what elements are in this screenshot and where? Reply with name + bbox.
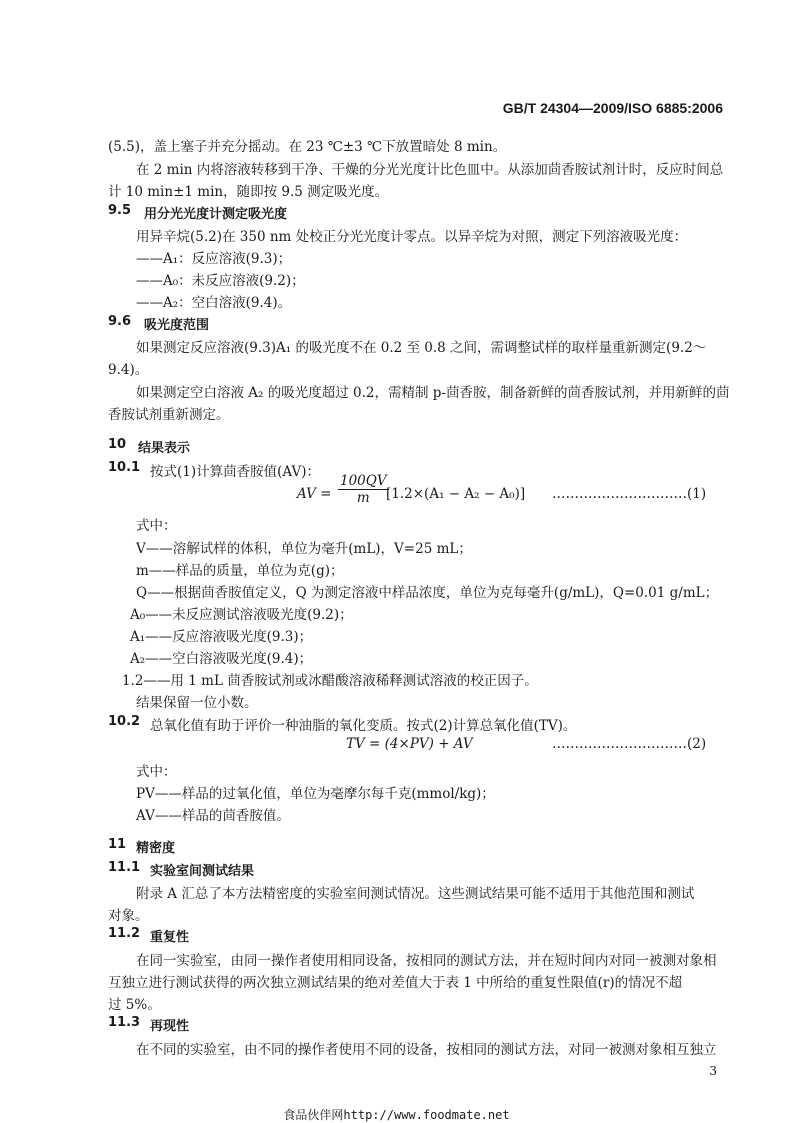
variable-definition: m——样品的质量，单位为克(g)； (136, 563, 344, 579)
text-line: 过 5%。 (108, 997, 161, 1013)
section-number: 9.5 (108, 203, 132, 218)
section-title: 用分光光度计测定吸光度 (144, 207, 288, 222)
list-item: ——A₀：未反应溶液(9.2)； (136, 273, 305, 289)
text-line: 式中： (136, 518, 177, 534)
text-line: 结果保留一位小数。 (136, 695, 258, 711)
section-title: 吸光度范围 (144, 318, 210, 333)
section-number: 10 (108, 437, 127, 452)
text-line: 如果测定空白溶液 A₂ 的吸光度超过 0.2，需精制 p-茴香胺，制备新鲜的茴香胺试剂，并用新鲜的茴 (136, 385, 730, 401)
page-number: 3 (709, 1064, 717, 1078)
section-title: 实验室间测试结果 (150, 864, 255, 879)
equation-fraction (338, 473, 389, 506)
variable-definition: 1.2——用 1 mL 茴香胺试剂或冰醋酸溶液稀释测试溶液的校正因子。 (122, 673, 538, 689)
text-line: (5.5)，盖上塞子并充分摇动。在 23 ℃±3 ℃下放置暗处 8 min。 (108, 139, 507, 155)
text-line: 在 2 min 内将溶液转移到干净、干燥的分光光度计比色皿中。从添加茴香胺试剂计时，反应时间总 (136, 162, 724, 178)
text-line: 9.4)。 (108, 362, 149, 378)
text-line: 按式(1)计算茴香胺值(AV)： (150, 464, 320, 480)
equation-number: …………………………(1) (552, 486, 707, 502)
footer-watermark: 食品伙伴网http://www.foodmate.net (283, 1108, 510, 1122)
equation-2: TV = (4×PV) + AV (346, 736, 473, 752)
text-line: 用异辛烷(5.2)在 350 nm 处校正分光光度计零点。以异辛烷为对照，测定下列溶液吸光度： (136, 229, 688, 245)
equation-rhs: [1.2×(A₁ − A₂ − A₀)] (386, 486, 526, 502)
equation-lhs: AV = (297, 486, 332, 502)
text-line: 如果测定反应溶液(9.3)A₁ 的吸光度不在 0.2 至 0.8 之间，需调整试样的取样量重新测定(9.2～ (136, 340, 707, 356)
section-number: 10.1 (108, 460, 141, 475)
variable-definition: Q——根据茴香胺值定义，Q 为测定溶液中样品浓度，单位为克每毫升(g/mL)，Q=0.01 g/mL； (136, 585, 719, 601)
standard-code-header: GB/T 24304—2009/ISO 6885:2006 (502, 100, 723, 116)
variable-definition: PV——样品的过氧化值，单位为毫摩尔每千克(mmol/kg)； (136, 786, 495, 802)
text-line: 附录 A 汇总了本方法精密度的实验室间测试情况。这些测试结果可能不适用于其他范围和测试 (136, 886, 695, 902)
fraction-numerator: 100QV (340, 473, 387, 489)
text-line: 在同一实验室，由同一操作者使用相同设备，按相同的测试方法，并在短时间内对同一被测对象相 (136, 953, 717, 969)
section-number: 10.2 (108, 714, 141, 729)
variable-definition: A₂——空白溶液吸光度(9.4)； (130, 651, 313, 667)
variable-definition: A₁——反应溶液吸光度(9.3)； (130, 629, 313, 645)
list-item: ——A₁：反应溶液(9.3)； (136, 251, 292, 267)
section-title: 结果表示 (138, 441, 191, 456)
section-title: 精密度 (136, 841, 176, 856)
equation-number: …………………………(2) (552, 736, 707, 752)
section-title: 再现性 (150, 1019, 190, 1034)
text-line: 香胺试剂重新测定。 (108, 407, 230, 423)
section-number: 11.3 (108, 1015, 141, 1030)
section-number: 9.6 (108, 314, 132, 329)
text-line: 对象。 (108, 908, 149, 924)
list-item: ——A₂：空白溶液(9.4)。 (136, 295, 292, 311)
variable-definition: V——溶解试样的体积，单位为毫升(mL)，V=25 mL； (136, 541, 472, 557)
text-line: 式中： (136, 764, 177, 780)
section-number: 11 (108, 837, 127, 852)
text-line: 互独立进行测试获得的两次独立测试结果的绝对差值大于表 1 中所给的重复性限值(r)的情况不超 (108, 975, 683, 991)
text-line: 在不同的实验室，由不同的操作者使用不同的设备，按相同的测试方法，对同一被测对象相互独立 (136, 1042, 717, 1058)
section-number: 11.1 (108, 860, 141, 875)
text-line: 总氧化值有助于评价一种油脂的氧化变质。按式(2)计算总氧化值(TV)。 (150, 718, 577, 734)
section-title: 重复性 (150, 930, 190, 945)
text-line: 计 10 min±1 min，随即按 9.5 测定吸光度。 (108, 184, 389, 200)
variable-definition: A₀——未反应测试溶液吸光度(9.2)； (130, 607, 353, 623)
variable-definition: AV——样品的茴香胺值。 (136, 808, 290, 824)
section-number: 11.2 (108, 926, 141, 941)
fraction-denominator: m (356, 490, 370, 506)
